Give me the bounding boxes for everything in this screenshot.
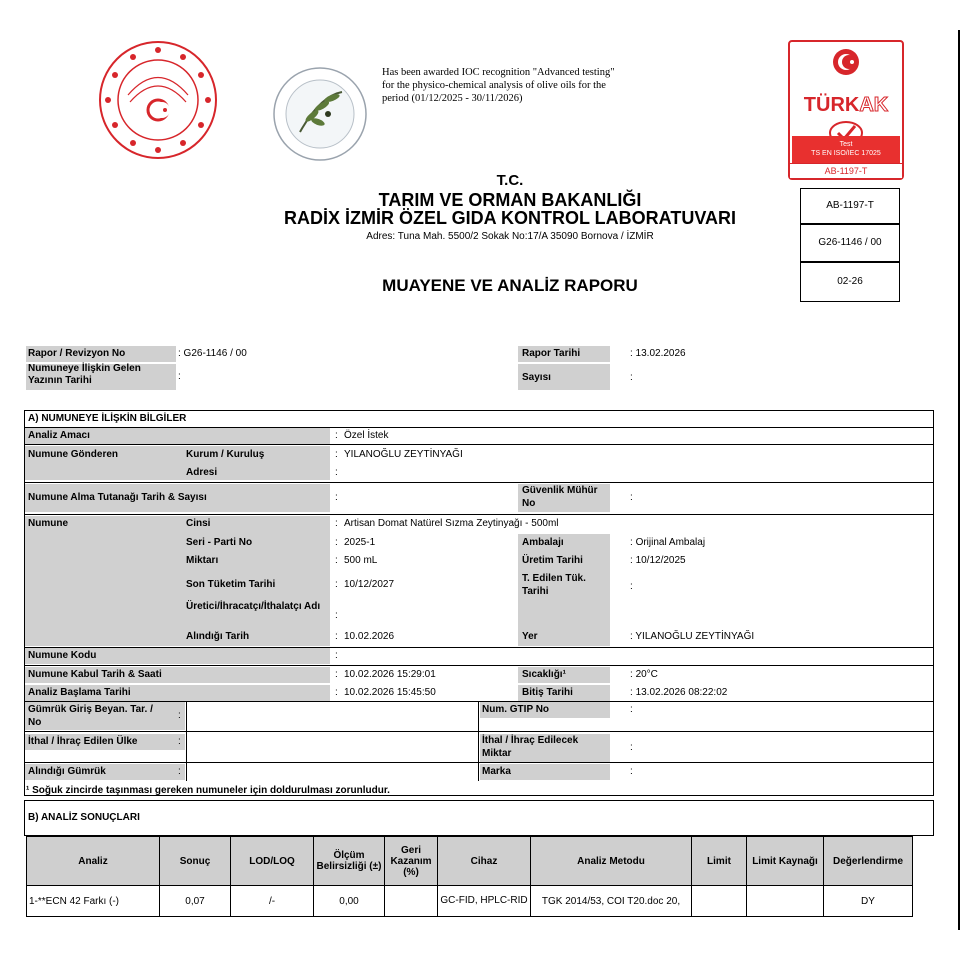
kurum-label: Kurum / Kuruluş [186,449,265,460]
cell-metod: TGK 2014/53, COI T20.doc 20, [531,886,692,917]
t-edilen-label: T. Edilen Tük. Tarihi [522,573,586,597]
gumruk-beyan-label: Gümrük Giriş Beyan. Tar. / No [28,704,153,728]
miktari-value: 500 mL [344,555,378,566]
analiz-amaci-label: Analiz Amacı [28,430,90,441]
turkak-emblem-icon [832,48,860,76]
yer-label: Yer [522,631,538,642]
section-b-title: B) ANALİZ SONUÇLARI [28,812,140,823]
header-tc: T.C. [496,172,524,189]
tutanak-label: Numune Alma Tutanağı Tarih & Sayısı [28,492,207,503]
rapor-no-label: Rapor / Revizyon No [28,348,126,359]
col-sonuc: Sonuç [160,837,231,886]
band-numune [25,516,330,646]
son-tuketim-value: 10/12/2027 [344,579,395,590]
results-header-row [27,837,913,886]
header-address: Adres: Tuna Mah. 5500/2 Sokak No:17/A 35090 Bornova / İZMİR [366,231,654,242]
colon-8: : [335,555,338,566]
ioc-logo [272,66,368,162]
gelen-yazi-value: : [178,371,181,382]
colon-12: : [335,631,338,642]
sayisi-label: Sayısı [522,372,551,383]
side-box-date-code: 02-26 [800,262,900,302]
colon-2: : [335,449,338,460]
uretim-label: Üretim Tarihi [522,555,583,566]
colon-15: : [335,687,338,698]
header-ministry: TARIM VE ORMAN BAKANLIĞI [378,190,642,210]
gtip-label: Num. GTIP No [482,704,550,715]
report-title: MUAYENE VE ANALİZ RAPORU [382,276,638,295]
cell-cihaz: GC-FID, HPLC-RID [438,886,531,917]
sicaklik-value: : 20°C [630,669,658,680]
colon-10: : [630,581,633,592]
cell-limit-kaynagi [747,886,824,917]
col-limit-kaynagi: Limit Kaynağı [747,837,824,886]
colon-9: : [335,579,338,590]
baslama-value: 10.02.2026 15:45:50 [344,687,436,698]
yer-value: : YILANOĞLU ZEYTİNYAĞI [630,631,755,642]
bitis-label: Bitiş Tarihi [522,687,573,698]
rule-1 [24,444,934,445]
colon-7: : [335,537,338,548]
side-box-accreditation: AB-1197-T [800,188,900,224]
footnote: ¹ Soğuk zincirde taşınması gereken numuneler için doldurulması zorunludur. [26,785,390,796]
colon-21: : [630,766,633,777]
col-analiz: Analiz [27,837,160,886]
uretim-value: : 10/12/2025 [630,555,686,566]
cell-lod: /- [231,886,314,917]
uretici-label: Üretici/İhracatçı/İthalatçı Adı [186,601,321,612]
rule-5 [24,665,934,666]
seri-label: Seri - Parti No [186,537,253,548]
colon-1: : [335,430,338,441]
rapor-tarihi-label: Rapor Tarihi [522,348,581,359]
cell-sonuc: 0,07 [160,886,231,917]
turkak-badge [788,40,904,180]
rapor-tarihi-value: : 13.02.2026 [630,348,686,359]
header-lab: RADİX İZMİR ÖZEL GIDA KONTROL LABORATUVARI [284,208,736,228]
turkak-standard: Test TS EN ISO/IEC 17025 [792,136,900,164]
sayisi-value: : [630,372,633,383]
numune-label: Numune [28,518,68,529]
colon-4: : [335,492,338,503]
muhur-label: Güvenlik Mühür No [522,485,598,509]
ministry-seal-logo [98,40,218,160]
analiz-amaci-value: Özel İstek [344,430,389,441]
colon-16: : [178,710,181,721]
colon-20: : [178,766,181,777]
kabul-label: Numune Kabul Tarih & Saati [28,669,162,680]
section-b-frame [24,800,934,836]
col-belirsizlik: Ölçüm Belirsizliği (±) [314,837,385,886]
rule-4 [24,647,934,648]
section-a-title: A) NUMUNEYE İLİŞKİN BİLGİLER [28,413,187,424]
turkak-code: AB-1197-T [790,163,902,178]
colon-18: : [178,736,181,747]
col-cihaz: Cihaz [438,837,531,886]
alindigi-gumruk-label: Alındığı Gümrük [28,766,106,777]
col-metod: Analiz Metodu [531,837,692,886]
colon-5: : [630,492,633,503]
ioc-recognition-text: Has been awarded IOC recognition "Advanced testing" for the physico-chemical analysis of olive oils for the period (01/12/2025 - 30/11/2026) [382,67,615,104]
colon-13: : [335,650,338,661]
colon-17: : [630,704,633,715]
cinsi-value: Artisan Domat Natürel Sızma Zeytinyağı - 500ml [344,518,559,529]
rapor-no-value: : G26-1146 / 00 [178,348,247,359]
alindigi-tarih-label: Alındığı Tarih [186,631,250,642]
seri-value: 2025-1 [344,537,376,548]
rule-2 [24,482,934,483]
side-box-report-no: G26-1146 / 00 [800,224,900,262]
rule-6 [24,701,934,702]
bitis-value: : 13.02.2026 08:22:02 [630,687,728,698]
sicaklik-label: Sıcaklığı¹ [522,669,566,680]
rule-9 [478,701,479,781]
ithal-miktar-label: İthal / İhraç Edilecek Miktar [482,735,579,759]
colon-14: : [335,669,338,680]
baslama-label: Analiz Başlama Tarihi [28,687,131,698]
miktari-label: Miktarı [186,555,219,566]
adresi-label: Adresi [186,467,218,478]
kurum-value: YILANOĞLU ZEYTİNYAĞI [344,449,463,460]
colon-19: : [630,742,633,753]
colon-3: : [335,467,338,478]
turkak-wordmark: TÜRKAK [803,94,889,116]
rule-8 [24,762,934,763]
col-degerlendirme: Değerlendirme [824,837,913,886]
col-limit: Limit [692,837,747,886]
rule-7 [24,731,934,732]
kodu-label: Numune Kodu [28,650,97,661]
cinsi-label: Cinsi [186,518,211,529]
col-geri-kazanim: Geri Kazanım (%) [385,837,438,886]
cell-degerlendirme: DY [824,886,913,917]
results-table [26,836,913,917]
colon-6: : [335,518,338,529]
ambalaj-value: : Orijinal Ambalaj [630,537,706,548]
rule-3 [24,514,934,515]
colon-11: : [335,610,338,621]
cell-geri-kazanim [385,886,438,917]
son-tuketim-label: Son Tüketim Tarihi [186,579,276,590]
gelen-yazi-label: Numuneye İlişkin Gelen Yazının Tarihi [28,363,141,386]
ambalaj-label: Ambalajı [522,537,564,548]
cell-belirsizlik: 0,00 [314,886,385,917]
cell-limit [692,886,747,917]
rule-10 [186,701,187,781]
gonderen-label: Numune Gönderen [28,449,119,460]
alindigi-tarih-value: 10.02.2026 [344,631,395,642]
marka-label: Marka [482,766,511,777]
kabul-value: 10.02.2026 15:29:01 [344,669,436,680]
ulke-label: İthal / İhraç Edilen Ülke [28,736,138,747]
col-lod: LOD/LOQ [231,837,314,886]
table-row [27,886,913,917]
cell-analiz: 1-**ECN 42 Farkı (-) [27,886,160,917]
